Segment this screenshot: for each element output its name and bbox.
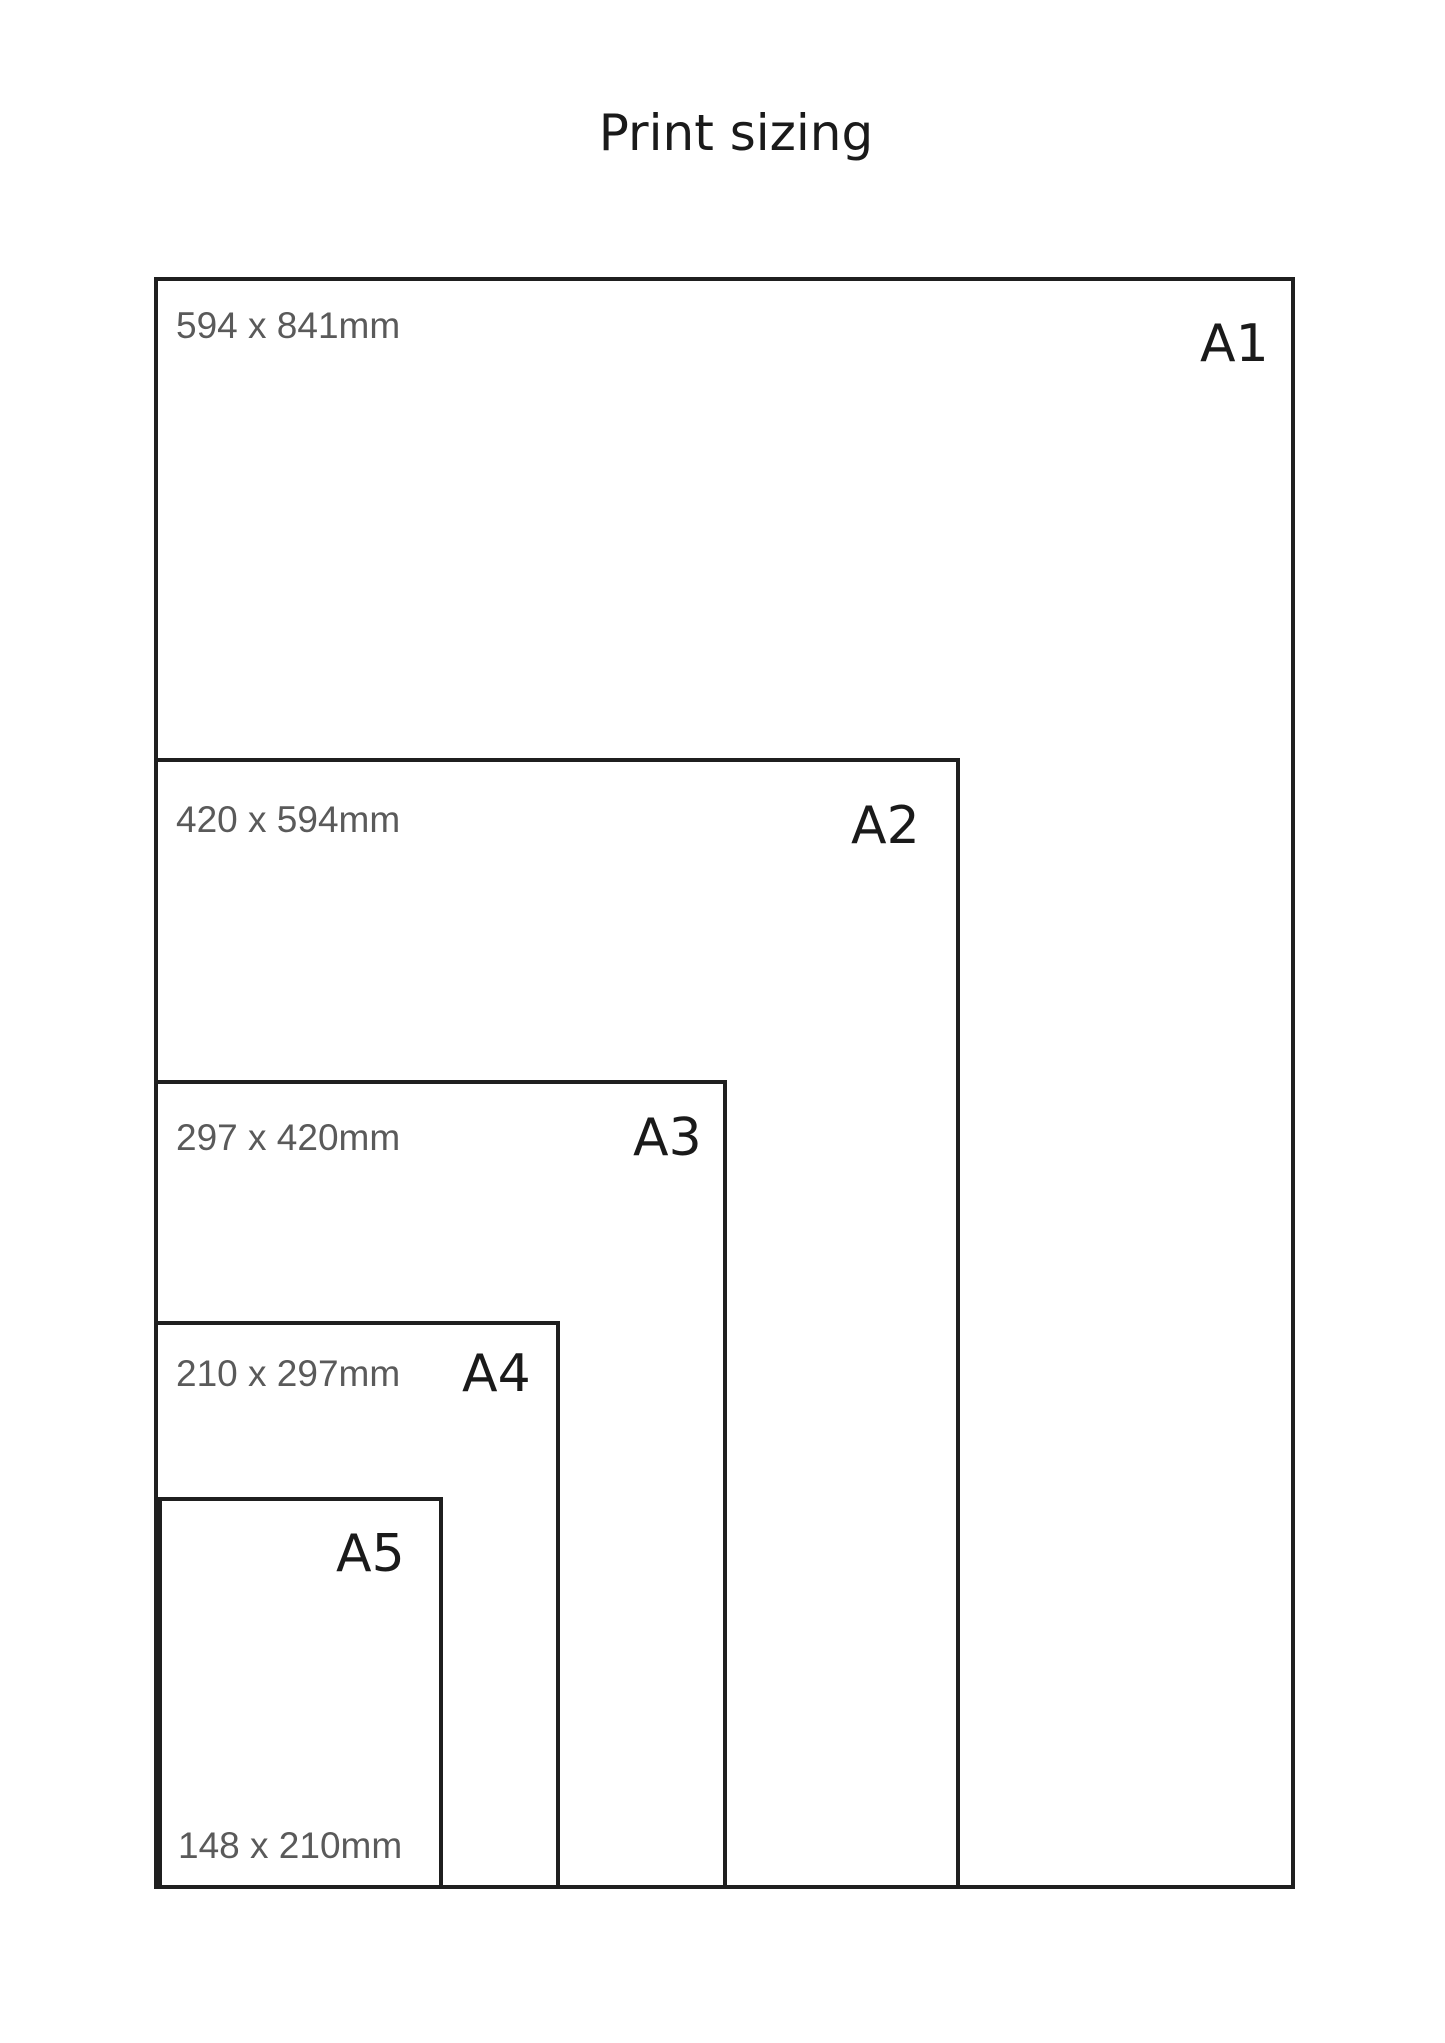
sheet-a2-name: A2 [851,796,920,856]
sheet-a4-dimensions: 210 x 297mm [176,1353,401,1394]
sheet-a1-name: A1 [1200,314,1269,374]
sheet-a5-name: A5 [336,1524,405,1584]
sheet-a2-dimensions: 420 x 594mm [176,799,401,840]
page-title: Print sizing [598,104,874,162]
sheet-a5-dimensions: 148 x 210mm [178,1825,403,1866]
sheet-a4-name: A4 [462,1344,531,1404]
sheet-a1-dimensions: 594 x 841mm [176,305,401,346]
sheet-a3-name: A3 [633,1108,702,1168]
sheet-a3-dimensions: 297 x 420mm [176,1117,401,1158]
